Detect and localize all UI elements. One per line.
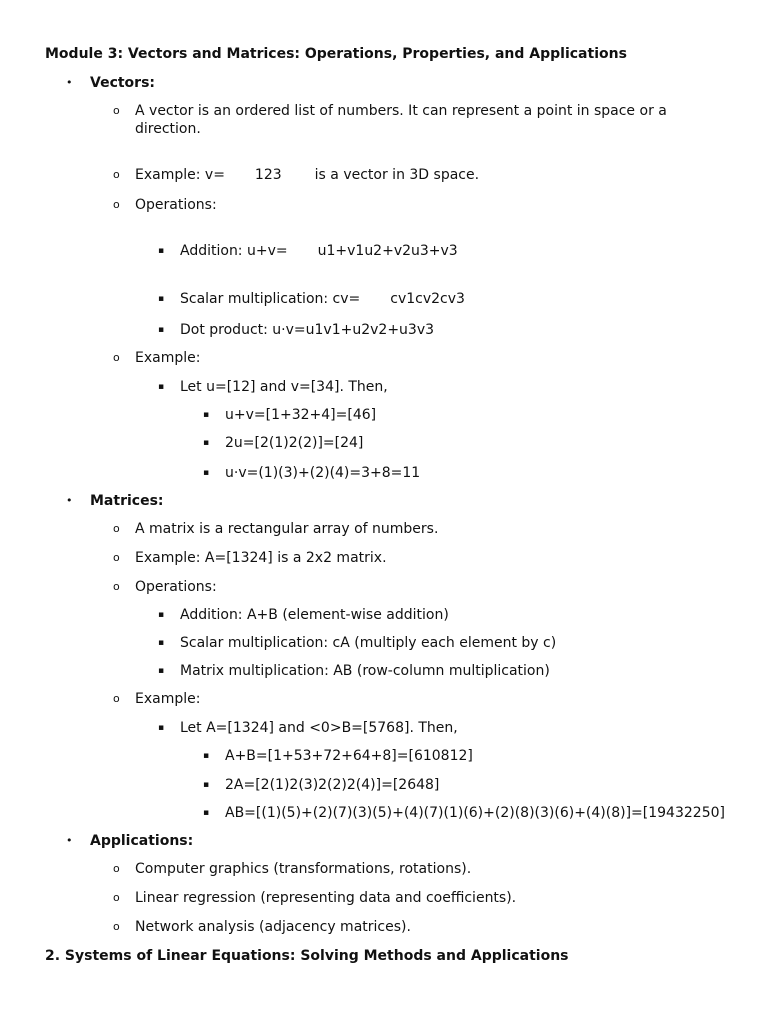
bullet-application-3: o	[113, 920, 120, 933]
bullet-matrix-example: o	[113, 551, 120, 564]
vector-example-vector: 123	[254, 167, 282, 183]
application-item-3: Network analysis (adjacency matrices).	[135, 919, 411, 935]
bullet-vector-definition: o	[113, 104, 120, 117]
bullet-vector-scalar: ▪	[158, 294, 165, 304]
bullet-matrix-addition: ▪	[158, 610, 165, 620]
vector-example-dot: u·v=(1)(3)+(2)(4)=3+8=11	[225, 465, 421, 481]
bullet-matrix-multiplication: ▪	[158, 666, 165, 676]
vector-example-sum: u+v=[1+32+4]=[46]	[225, 407, 377, 423]
bullet-matrix-product: ▪	[203, 808, 210, 818]
vector-scalar-prefix: Scalar multiplication: cv=	[180, 291, 361, 307]
vector-addition-value: u1+v1u2+v2u3+v3	[317, 243, 458, 259]
matrix-example-label: Example:	[135, 691, 201, 707]
bullet-vector-dot: ▪	[158, 325, 165, 335]
module-title: Module 3: Vectors and Matrices: Operations, Properties, and Applications	[45, 46, 627, 62]
next-section-title: 2. Systems of Linear Equations: Solving Methods and Applications	[45, 948, 569, 964]
vector-addition-prefix: Addition: u+v=	[180, 243, 288, 259]
vector-example-label: Example:	[135, 350, 201, 366]
vector-example-suffix: is a vector in 3D space.	[314, 167, 480, 183]
vector-example-prefix: Example: v=	[135, 167, 225, 183]
bullet-applications: •	[66, 834, 73, 847]
application-item-2: Linear regression (representing data and coefficients).	[135, 890, 517, 906]
matrices-heading: Matrices:	[90, 493, 164, 509]
matrix-example-scale: 2A=[2(1)2(3)2(2)2(4)]=[2648]	[225, 777, 440, 793]
bullet-vector-let: ▪	[158, 382, 165, 392]
bullet-vectors: •	[66, 76, 73, 89]
vector-example-let: Let u=[12] and v=[34]. Then,	[180, 379, 388, 395]
vector-addition	[180, 242, 458, 260]
matrix-addition: Addition: A+B (element-wise addition)	[180, 607, 449, 623]
applications-heading: Applications:	[90, 833, 194, 849]
bullet-application-1: o	[113, 862, 120, 875]
matrix-definition: A matrix is a rectangular array of numbers.	[135, 521, 439, 537]
vector-definition-line1: A vector is an ordered list of numbers. It can represent a point in space or a	[135, 103, 667, 119]
bullet-matrices: •	[66, 494, 73, 507]
vector-definition-line2: direction.	[135, 121, 201, 137]
matrix-example-let: Let A=[1324] and <0>B=[5768]. Then,	[180, 720, 458, 736]
bullet-vector-operations: o	[113, 198, 120, 211]
vector-scalar-value: cv1cv2cv3	[390, 291, 465, 307]
bullet-application-2: o	[113, 891, 120, 904]
vector-example-scale: 2u=[2(1)2(2)]=[24]	[225, 435, 364, 451]
bullet-vector-sum: ▪	[203, 410, 210, 420]
matrix-operations-label: Operations:	[135, 579, 217, 595]
matrix-example: Example: A=[1324] is a 2x2 matrix.	[135, 550, 387, 566]
vector-example	[135, 166, 479, 184]
bullet-matrix-scalar: ▪	[158, 638, 165, 648]
vector-scalar	[180, 290, 465, 308]
bullet-vector-example-label: o	[113, 351, 120, 364]
vectors-heading: Vectors:	[90, 75, 156, 91]
vector-dot-product: Dot product: u·v=u1v1+u2v2+u3v3	[180, 322, 435, 338]
matrix-scalar: Scalar multiplication: cA (multiply each element by c)	[180, 635, 557, 651]
bullet-matrix-let: ▪	[158, 723, 165, 733]
bullet-matrix-definition: o	[113, 522, 120, 535]
vector-operations-label: Operations:	[135, 197, 217, 213]
matrix-multiplication: Matrix multiplication: AB (row-column multiplication)	[180, 663, 550, 679]
bullet-matrix-scale: ▪	[203, 780, 210, 790]
matrix-example-product: AB=[(1)(5)+(2)(7)(3)(5)+(4)(7)(1)(6)+(2)(8)(3)(6)+(4)(8)]=[19432250]	[225, 805, 725, 821]
bullet-vector-dot-example: ▪	[203, 468, 210, 478]
bullet-vector-scale: ▪	[203, 438, 210, 448]
application-item-1: Computer graphics (transformations, rotations).	[135, 861, 472, 877]
matrix-example-sum: A+B=[1+53+72+64+8]=[610812]	[225, 748, 473, 764]
bullet-vector-example: o	[113, 168, 120, 181]
bullet-matrix-operations: o	[113, 580, 120, 593]
bullet-matrix-example-label: o	[113, 692, 120, 705]
bullet-matrix-sum: ▪	[203, 751, 210, 761]
bullet-vector-addition: ▪	[158, 246, 165, 256]
